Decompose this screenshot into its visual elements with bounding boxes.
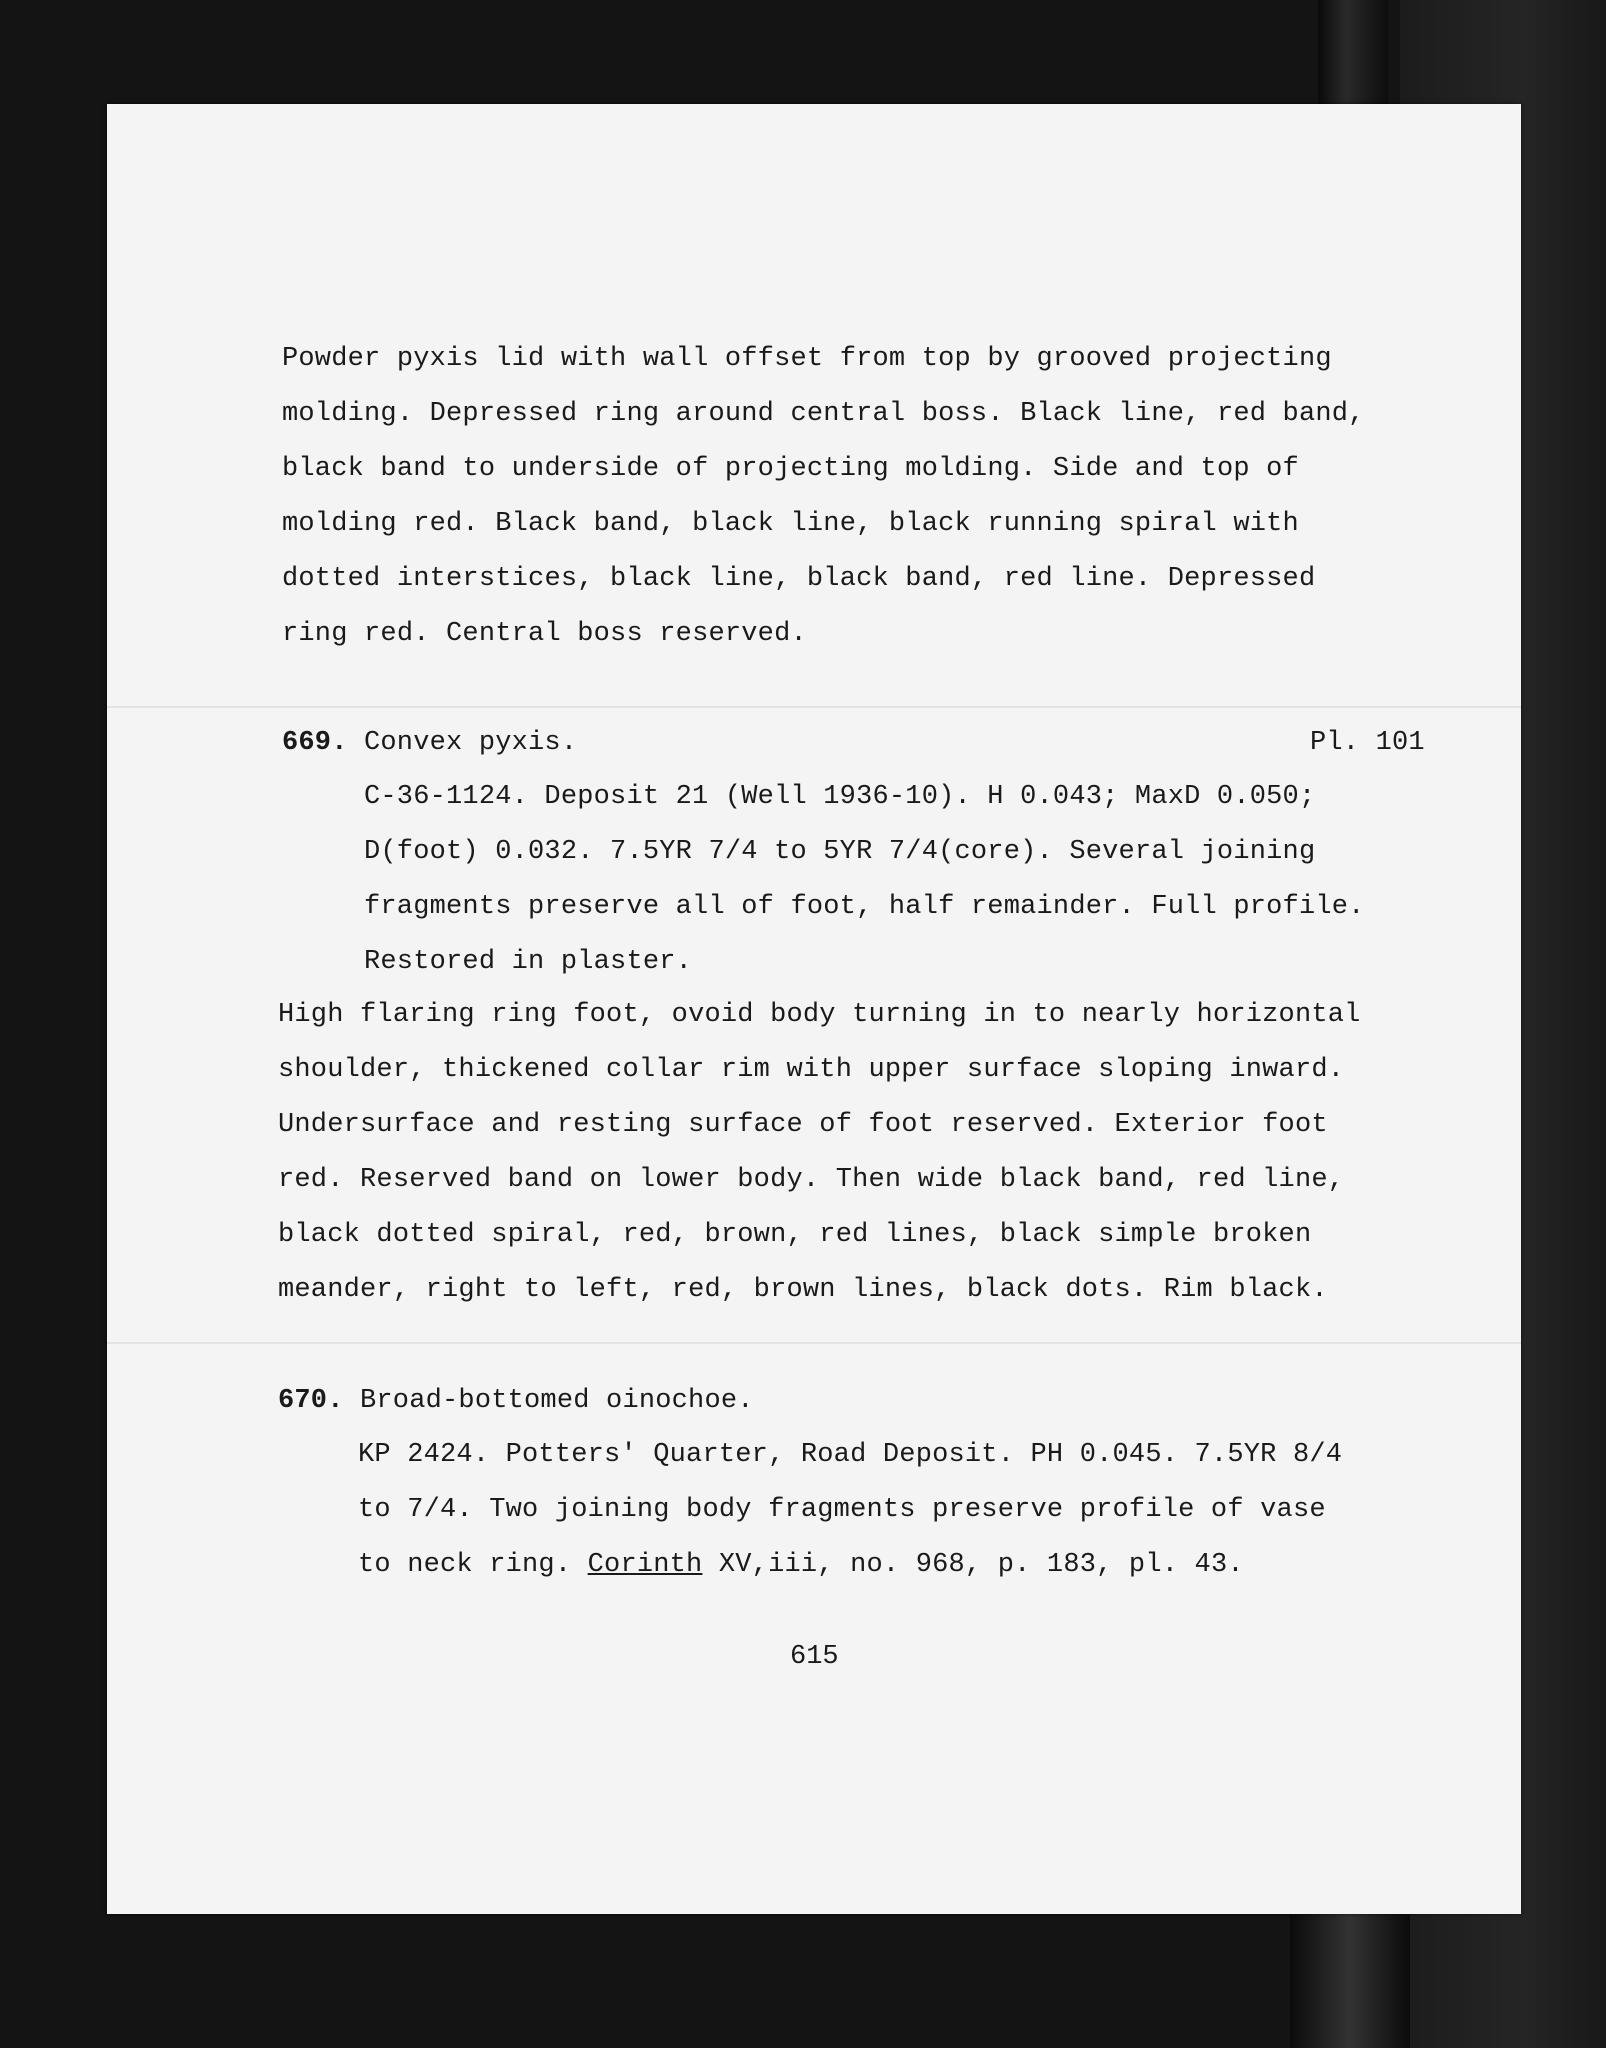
text-line-content: C-36-1124. Deposit 21 (Well 1936-10). H 0.043; MaxD 0.050; — [364, 782, 1316, 812]
paper-fold-line — [107, 706, 1521, 708]
text-line — [278, 1208, 1360, 1263]
text-line — [358, 1538, 1356, 1593]
text-line-content: High flaring ring foot, ovoid body turning in to nearly horizontal — [278, 1000, 1361, 1030]
entry-670-details — [358, 1428, 1356, 1593]
text-line-content: fragments preserve all of foot, half remainder. Full profile. — [364, 892, 1365, 922]
paper-fold-line — [107, 1342, 1521, 1344]
entry-heading-line — [282, 716, 1425, 771]
text-line — [282, 387, 1365, 442]
entry-number: 670. — [278, 1386, 344, 1416]
text-line-content: meander, right to left, red, brown lines, black dots. Rim black. — [278, 1275, 1328, 1305]
text-line-content: Restored in plaster. — [364, 947, 693, 977]
text-line-content: shoulder, thickened collar rim with upper surface sloping inward. — [278, 1055, 1345, 1085]
text-line — [282, 607, 1362, 662]
text-line — [282, 497, 1362, 552]
binder-strip-bottom — [1290, 1912, 1410, 2048]
text-line — [278, 1153, 1360, 1208]
text-line — [364, 770, 1362, 825]
page-number: 615 — [790, 1642, 839, 1672]
entry-669-description — [278, 988, 1360, 1318]
entry-670-heading — [278, 1374, 1358, 1429]
text-line-content: KP 2424. Potters' Quarter, Road Deposit. PH 0.045. 7.5YR 8/4 — [358, 1440, 1343, 1470]
entry-669-details — [364, 770, 1365, 990]
continuation-paragraph — [282, 332, 1365, 662]
text-line-content: to neck ring. — [358, 1550, 588, 1580]
text-line — [278, 988, 1360, 1043]
text-line-content: red. Reserved band on lower body. Then wide black band, red line, — [278, 1165, 1345, 1195]
text-line-content: Undersurface and resting surface of foot reserved. Exterior foot — [278, 1110, 1328, 1140]
text-line-content: black dotted spiral, red, brown, red lines, black simple broken — [278, 1220, 1312, 1250]
entry-669-heading — [282, 716, 1425, 771]
text-line — [364, 880, 1365, 935]
publication-title-corinth: Corinth — [587, 1550, 703, 1580]
text-line — [364, 825, 1362, 880]
text-line — [358, 1428, 1356, 1483]
entry-number: 669. — [282, 728, 348, 758]
entry-title: Convex pyxis. — [364, 728, 578, 758]
text-line — [278, 1263, 1360, 1318]
text-line — [282, 332, 1362, 387]
text-line — [282, 442, 1362, 497]
text-line — [282, 552, 1362, 607]
entry-title: Broad-bottomed oinochoe. — [360, 1386, 754, 1416]
text-line — [278, 1043, 1360, 1098]
text-line-content: black band to underside of projecting molding. Side and top of — [282, 454, 1299, 484]
text-line-content: dotted interstices, black line, black band, red line. Depressed — [282, 564, 1316, 594]
text-line — [358, 1483, 1356, 1538]
plate-reference: Pl. 101 — [1310, 728, 1425, 758]
text-line — [278, 1098, 1360, 1153]
text-line-content: Powder pyxis lid with wall offset from top by grooved projecting — [282, 344, 1332, 374]
text-line-content: to 7/4. Two joining body fragments preserve profile of vase — [358, 1495, 1326, 1525]
text-line-content: molding. Depressed ring around central boss. Black line, red band, — [282, 399, 1365, 429]
text-line-content: molding red. Black band, black line, black running spiral with — [282, 509, 1299, 539]
entry-heading-line — [278, 1374, 1358, 1429]
text-line-content: ring red. Central boss reserved. — [282, 619, 807, 649]
text-line — [364, 935, 1362, 990]
text-line-content: D(foot) 0.032. 7.5YR 7/4 to 5YR 7/4(core). Several joining — [364, 837, 1316, 867]
text-line-content: XV,iii, no. 968, p. 183, pl. 43. — [702, 1550, 1244, 1580]
